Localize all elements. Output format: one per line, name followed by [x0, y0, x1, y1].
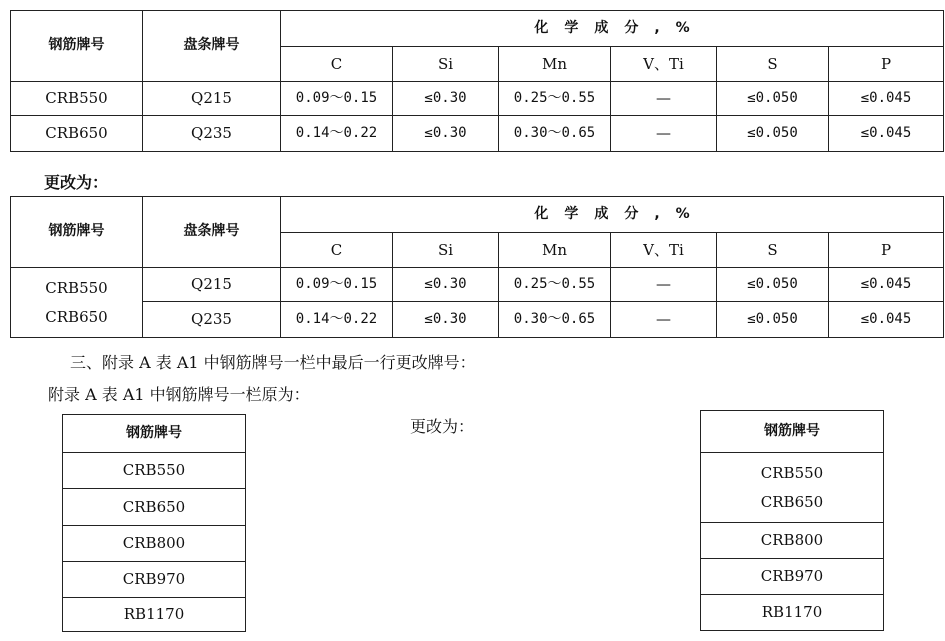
mn-cell: 0.25～0.55 — [499, 82, 611, 116]
col-s: S — [717, 233, 829, 268]
grade-cell-merged — [11, 268, 143, 338]
col-si: Si — [393, 233, 499, 268]
rod-cell: Q235 — [143, 116, 281, 152]
grade-line: CRB550 — [760, 463, 824, 482]
c-cell: 0.09～0.15 — [281, 82, 393, 116]
table-row — [11, 82, 944, 116]
chem-header: 化学成分,% — [281, 197, 944, 233]
changed-to-label: 更改为： — [44, 173, 109, 192]
appendix-original-label: 附录 A 表 A1 中钢筋牌号一栏原为： — [48, 385, 310, 404]
appendix-revised-table — [700, 410, 884, 631]
mn-cell: 0.25～0.55 — [499, 268, 611, 302]
vti-cell: — — [611, 82, 717, 116]
col-mn: Mn — [499, 233, 611, 268]
si-cell: ≤0.30 — [393, 116, 499, 152]
table-row — [11, 268, 944, 302]
vti-cell: — — [611, 302, 717, 338]
p-cell: ≤0.045 — [829, 116, 944, 152]
table-row — [11, 302, 944, 338]
rod-header: 盘条牌号 — [143, 197, 281, 268]
s-cell: ≤0.050 — [717, 302, 829, 338]
p-cell: ≤0.045 — [829, 302, 944, 338]
col-c: C — [281, 47, 393, 82]
list-item-merged — [701, 453, 884, 523]
col-si: Si — [393, 47, 499, 82]
col-vti: V、Ti — [611, 47, 717, 82]
grade-header: 钢筋牌号 — [63, 415, 246, 453]
rod-cell: Q235 — [143, 302, 281, 338]
grade-line: CRB650 — [45, 307, 108, 326]
appendix-original-table — [62, 414, 246, 632]
rod-cell: Q215 — [143, 82, 281, 116]
c-cell: 0.09～0.15 — [281, 268, 393, 302]
grade-header: 钢筋牌号 — [701, 411, 884, 453]
col-c: C — [281, 233, 393, 268]
c-cell: 0.14～0.22 — [281, 302, 393, 338]
list-item: CRB970 — [701, 559, 884, 595]
rod-header: 盘条牌号 — [143, 11, 281, 82]
s-cell: ≤0.050 — [717, 268, 829, 302]
list-item: CRB650 — [63, 489, 246, 526]
grade-header: 钢筋牌号 — [11, 11, 143, 82]
grade-line: CRB650 — [760, 492, 824, 511]
col-p: P — [829, 47, 944, 82]
p-cell: ≤0.045 — [829, 82, 944, 116]
si-cell: ≤0.30 — [393, 302, 499, 338]
grade-line: CRB550 — [45, 278, 108, 297]
list-item: RB1170 — [701, 595, 884, 631]
list-item: CRB800 — [701, 523, 884, 559]
chem-header: 化学成分,% — [281, 11, 944, 47]
s-cell: ≤0.050 — [717, 82, 829, 116]
grade-header: 钢筋牌号 — [11, 197, 143, 268]
col-p: P — [829, 233, 944, 268]
list-item: CRB550 — [63, 453, 246, 489]
rod-cell: Q215 — [143, 268, 281, 302]
list-item: CRB800 — [63, 526, 246, 562]
p-cell: ≤0.045 — [829, 268, 944, 302]
s-cell: ≤0.050 — [717, 116, 829, 152]
col-s: S — [717, 47, 829, 82]
mn-cell: 0.30～0.65 — [499, 116, 611, 152]
list-item: RB1170 — [63, 598, 246, 632]
list-item: CRB970 — [63, 562, 246, 598]
si-cell: ≤0.30 — [393, 268, 499, 302]
vti-cell: — — [611, 268, 717, 302]
col-mn: Mn — [499, 47, 611, 82]
section-3-heading: 三、附录 A 表 A1 中钢筋牌号一栏中最后一行更改牌号： — [70, 353, 476, 372]
table-row — [11, 116, 944, 152]
mn-cell: 0.30～0.65 — [499, 302, 611, 338]
appendix-changed-label: 更改为： — [410, 417, 475, 436]
c-cell: 0.14～0.22 — [281, 116, 393, 152]
si-cell: ≤0.30 — [393, 82, 499, 116]
grade-cell: CRB650 — [11, 116, 143, 152]
col-vti: V、Ti — [611, 233, 717, 268]
grade-cell: CRB550 — [11, 82, 143, 116]
revised-chemistry-table — [10, 196, 944, 338]
original-chemistry-table — [10, 10, 944, 152]
vti-cell: — — [611, 116, 717, 152]
